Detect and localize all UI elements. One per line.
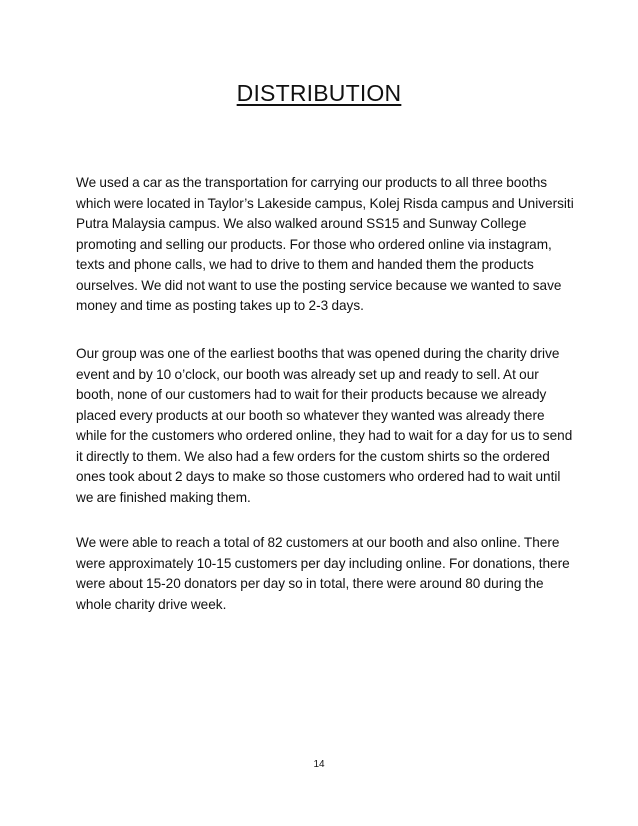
paragraph-transportation: We used a car as the transportation for carrying our products to all three booths which were located in Taylor’s Lakeside campus, Kolej Risda campus and Universiti Putra Malaysia campus. We also walked around SS15 and Sunway College promoting and selling our products. For those who ordered online via instagram, texts and phone calls, we had to drive to them and handed them the products ourselves. We did not want to use the posting service because we wanted to save money and time as posting takes up to 2-3 days.	[76, 175, 574, 313]
page-title: DISTRIBUTION	[236, 80, 402, 106]
page-number: 14	[313, 759, 325, 770]
paragraph-customer-totals: We were able to reach a total of 82 customers at our booth and also online. There were approximately 10-15 customers per day including online. For donations, there were about 15-20 donators per day so in total, there were around 80 during the whole charity drive week.	[76, 535, 570, 612]
paragraph-booth-operations: Our group was one of the earliest booths that was opened during the charity drive event and by 10 o’clock, our booth was already set up and ready to sell. At our booth, none of our customers had to wait for their products because we already placed every products at our booth so whatever they wanted was already there while for the customers who ordered online, they had to wait for a day for us to send it directly to them. We also had a few orders for the custom shirts so the ordered ones took about 2 days to make so those customers who ordered had to wait until we are finished making them.	[76, 346, 573, 505]
